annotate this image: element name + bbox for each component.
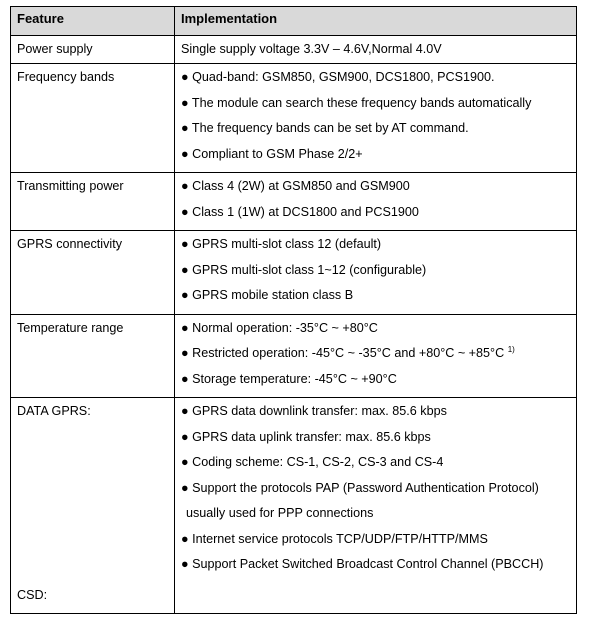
list-item: ● GPRS mobile station class B xyxy=(181,288,354,302)
implementation-cell xyxy=(175,314,577,398)
feature-label: Temperature range xyxy=(17,320,124,335)
table-row-power-supply xyxy=(11,36,577,64)
table-row-frequency-bands xyxy=(11,64,577,173)
implementation-cell xyxy=(175,231,577,315)
list-item: ● Internet service protocols TCP/UDP/FTP/HTTP/MMS xyxy=(181,531,488,546)
feature-cell xyxy=(11,314,175,398)
implementation-cell xyxy=(175,173,577,231)
table-row-transmitting-power xyxy=(11,173,577,231)
list-item: ● Normal operation: -35°C ~ +80°C xyxy=(181,320,378,335)
implementation-text: Single supply voltage 3.3V – 4.6V,Normal 4.0V xyxy=(181,42,442,56)
feature-label: Power supply xyxy=(17,42,93,56)
list-item: ● Class 4 (2W) at GSM850 and GSM900 xyxy=(181,179,410,193)
footnote-marker: 1) xyxy=(507,345,515,354)
feature-cell xyxy=(11,398,175,614)
feature-label: GPRS connectivity xyxy=(17,237,122,251)
list-item: ● Compliant to GSM Phase 2/2+ xyxy=(181,146,363,161)
feature-cell xyxy=(11,231,175,315)
list-item: ● GPRS multi-slot class 1~12 (configurable) xyxy=(181,262,427,277)
list-item: ● Class 1 (1W) at DCS1800 and PCS1900 xyxy=(181,204,419,219)
feature-label: Transmitting power xyxy=(17,179,124,193)
list-item: ● GPRS data uplink transfer: max. 85.6 kbps xyxy=(181,429,431,444)
list-item: ● Coding scheme: CS-1, CS-2, CS-3 and CS-4 xyxy=(181,455,444,469)
feature-column-header: Feature xyxy=(11,7,175,36)
feature-label: DATA GPRS: xyxy=(17,404,91,418)
feature-cell xyxy=(11,64,175,173)
feature-label: Frequency bands xyxy=(17,70,115,84)
list-item-continuation: usually used for PPP connections xyxy=(186,506,374,520)
list-item: ● GPRS data downlink transfer: max. 85.6 kbps xyxy=(181,404,447,418)
feature-cell xyxy=(11,173,175,231)
table-row-temperature-range xyxy=(11,314,577,398)
list-item: ● The module can search these frequency bands automatically xyxy=(181,95,532,110)
list-item: ● Support Packet Switched Broadcast Control Channel (PBCCH) xyxy=(181,557,544,571)
list-item: ● GPRS multi-slot class 12 (default) xyxy=(181,237,382,251)
feature-spec-table xyxy=(10,6,577,614)
implementation-cell xyxy=(175,36,577,64)
table-header xyxy=(11,7,577,36)
table-row-data xyxy=(11,398,577,614)
header-row xyxy=(11,7,577,36)
table-row-gprs-connectivity xyxy=(11,231,577,315)
implementation-cell xyxy=(175,398,577,614)
list-item-text: ● Restricted operation: -45°C ~ -35°C and +80°C ~ +85°C xyxy=(181,346,505,360)
list-item xyxy=(181,344,570,370)
list-item: ● Support the protocols PAP (Password Authentication Protocol) xyxy=(181,480,539,495)
list-item: ● The frequency bands can be set by AT command. xyxy=(181,121,469,135)
implementation-cell xyxy=(175,64,577,173)
list-item: ● Quad-band: GSM850, GSM900, DCS1800, PCS1900. xyxy=(181,70,495,84)
feature-cell xyxy=(11,36,175,64)
implementation-column-header: Implementation xyxy=(175,7,577,36)
feature-label-csd: CSD: xyxy=(17,587,48,602)
list-item: ● Storage temperature: -45°C ~ +90°C xyxy=(181,371,397,386)
